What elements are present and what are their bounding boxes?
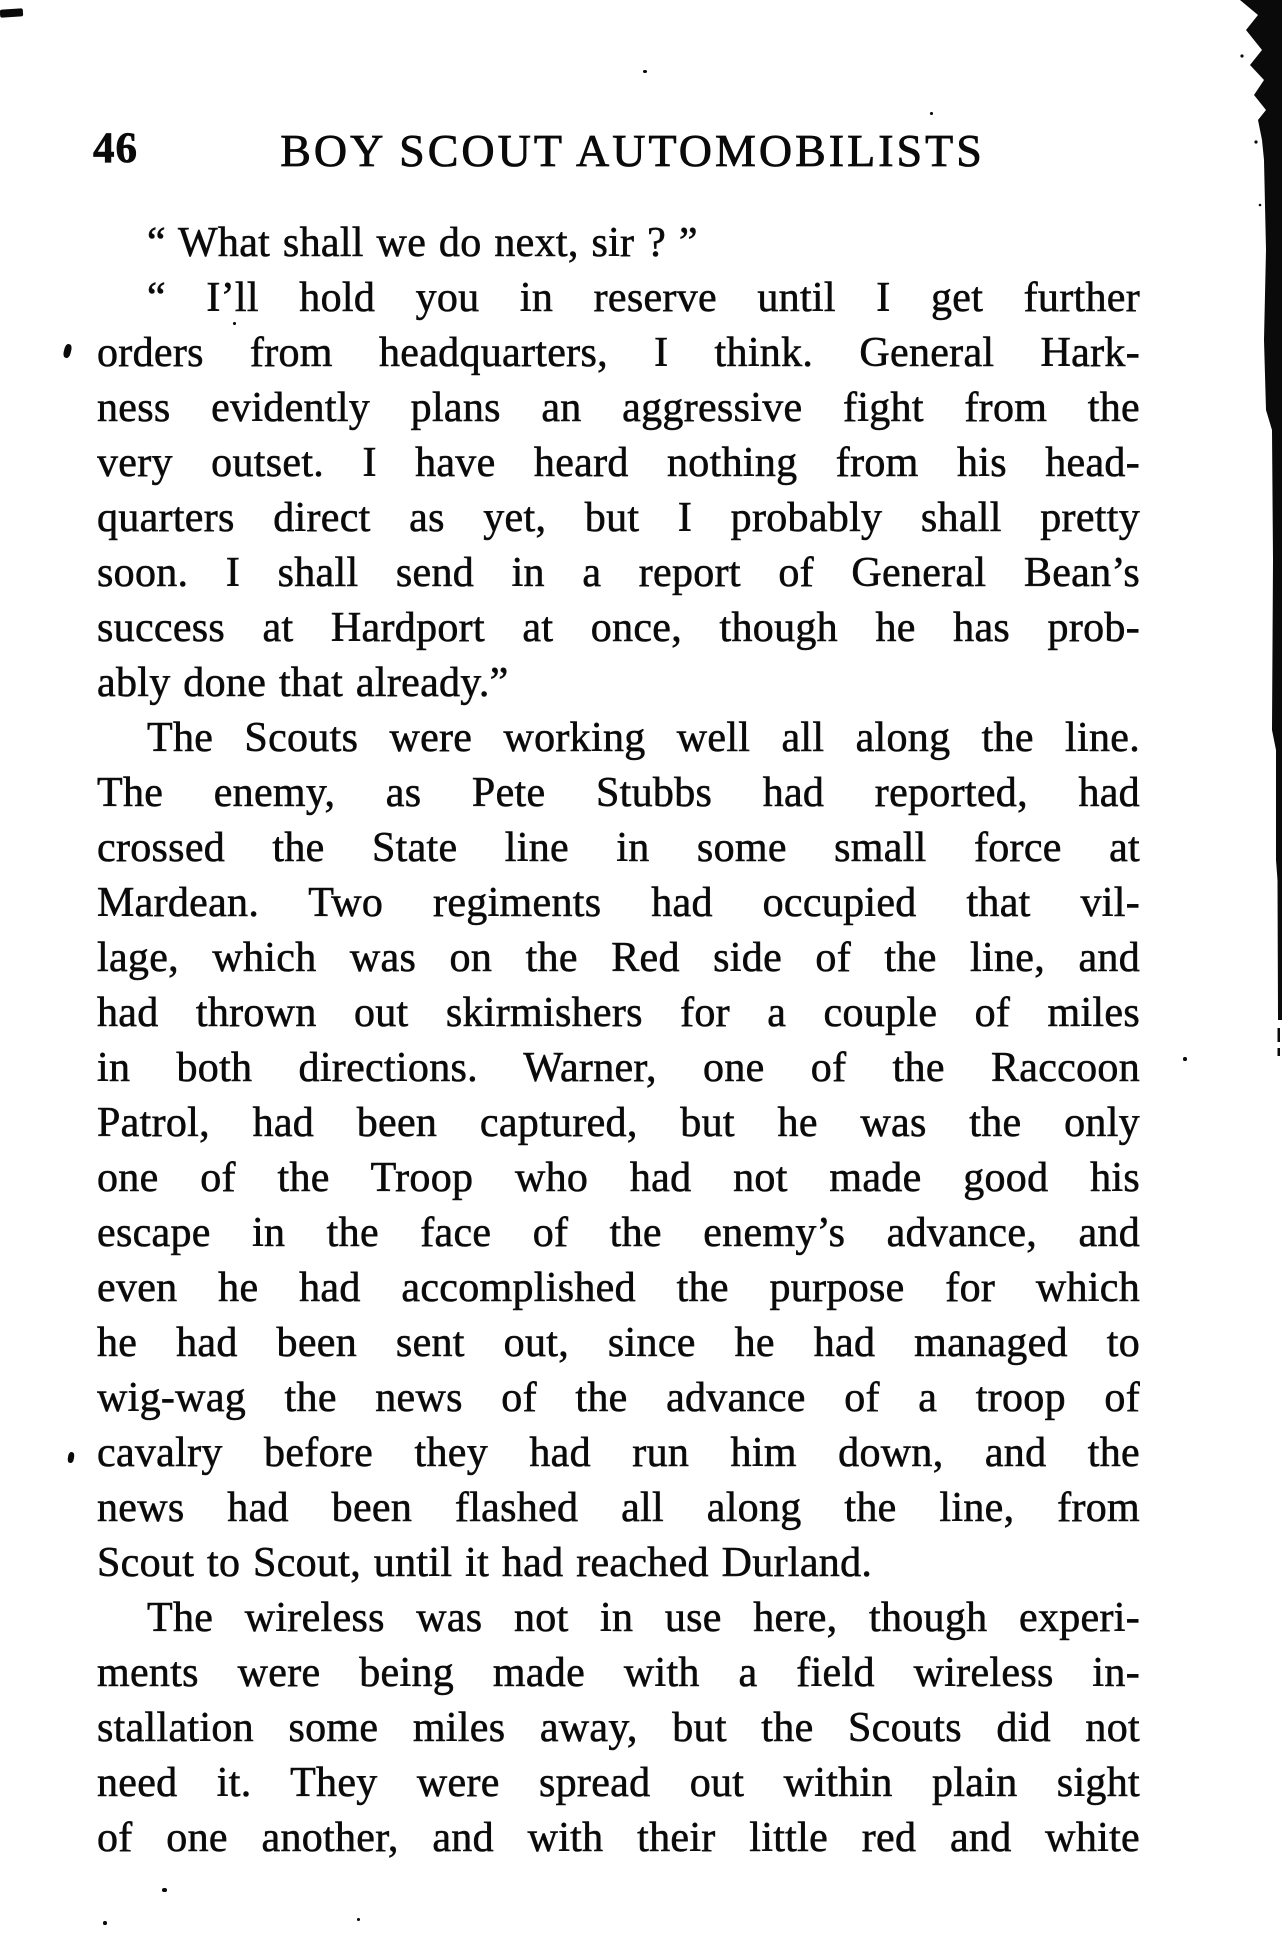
text-line: soon. I shall send in a report of General Bean’s (97, 550, 1140, 596)
text-line: ness evidently plans an aggressive fight from the (97, 385, 1140, 431)
text-line: ably done that already.” (97, 660, 509, 706)
text-line: crossed the State line in some small force at (97, 825, 1140, 871)
running-header-title: BOY SCOUT AUTOMOBILISTS (280, 125, 985, 176)
text-line: quarters direct as yet, but I probably shall pretty (97, 495, 1140, 541)
ink-speck (62, 343, 72, 358)
text-line: Mardean. Two regiments had occupied that vil- (97, 880, 1140, 926)
text-line: The enemy, as Pete Stubbs had reported, had (97, 770, 1140, 816)
text-line: The wireless was not in use here, though experi- (147, 1595, 1140, 1641)
text-line: success at Hardport at once, though he has prob- (97, 605, 1140, 651)
ink-speck (357, 1918, 360, 1921)
ink-speck (0, 8, 23, 18)
text-line: lage, which was on the Red side of the line, and (97, 935, 1140, 981)
text-line: cavalry before they had run him down, and the (97, 1430, 1140, 1476)
text-line: Scout to Scout, until it had reached Durland. (97, 1540, 873, 1586)
text-line: escape in the face of the enemy’s advance, and (97, 1210, 1140, 1256)
ink-speck (233, 322, 236, 325)
ink-speck (643, 70, 647, 73)
text-line: “ What shall we do next, sir ? ” (147, 220, 698, 266)
text-line: of one another, and with their little red and white (97, 1815, 1140, 1861)
text-line: orders from headquarters, I think. General Hark- (97, 330, 1140, 376)
text-line: Patrol, had been captured, but he was the only (97, 1100, 1140, 1146)
scan-gutter-artifact (1232, 0, 1282, 1060)
text-line: news had been flashed all along the line, from (97, 1485, 1140, 1531)
ink-speck (162, 1888, 167, 1892)
running-header (93, 124, 1140, 176)
ink-speck (1183, 1057, 1187, 1061)
text-line: even he had accomplished the purpose for which (97, 1265, 1140, 1311)
ink-speck (67, 1452, 75, 1464)
page-text-block (97, 216, 1140, 1866)
text-line: need it. They were spread out within plain sight (97, 1760, 1140, 1806)
ink-speck (930, 112, 933, 115)
text-line: ments were being made with a field wireless in- (97, 1650, 1140, 1696)
text-line: very outset. I have heard nothing from his head- (97, 440, 1140, 486)
text-line: one of the Troop who had not made good his (97, 1155, 1140, 1201)
text-line: in both directions. Warner, one of the Raccoon (97, 1045, 1140, 1091)
text-line: The Scouts were working well all along the line. (147, 715, 1140, 761)
text-line: had thrown out skirmishers for a couple of miles (97, 990, 1140, 1036)
text-line: “ I’ll hold you in reserve until I get further (147, 275, 1140, 321)
text-line: he had been sent out, since he had managed to (97, 1320, 1140, 1366)
text-line: stallation some miles away, but the Scouts did not (97, 1705, 1140, 1751)
text-line: wig-wag the news of the advance of a troop of (97, 1375, 1140, 1421)
ink-speck (103, 1921, 107, 1925)
page-number: 46 (93, 125, 138, 172)
